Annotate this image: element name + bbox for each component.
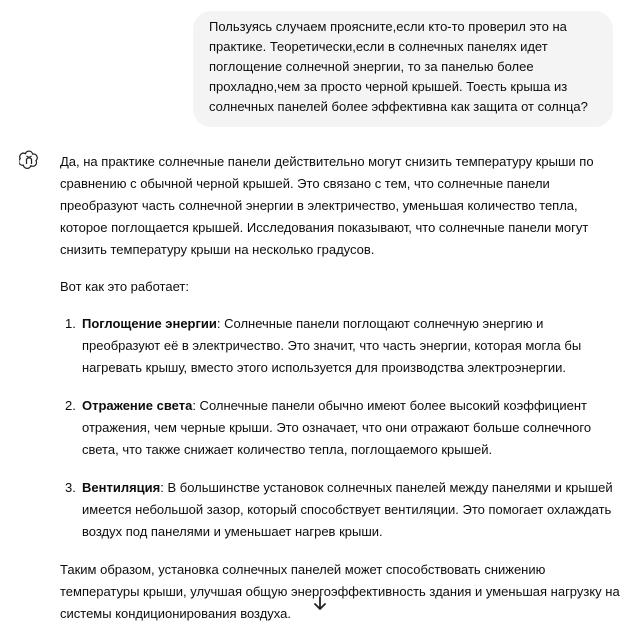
step-title: Отражение света [82,398,193,413]
step-text: : Солнечные панели поглощают солнечную энергию и преобразуют её в электричество. Это значит, что часть энергии, которая могла бы нагревать крышу, вместо этого используется для производства электроэнергии. [82,316,582,375]
step-number: 3. [65,480,76,495]
assistant-conclusion: Таким образом, установка солнечных панелей может способствовать снижению температуры крыши, улучшая общую энергоэффективность здания и уменьшая нагрузку на системы кондиционирования воздуха. [60,562,620,621]
assistant-message [60,151,620,625]
steps-list [60,313,620,543]
list-item [60,395,620,461]
scroll-to-bottom-button[interactable] [309,592,331,614]
assistant-how-it-works: Вот как это работает: [60,279,189,294]
user-message-bubble [193,11,613,127]
step-number: 1. [65,316,76,331]
step-title: Вентиляция [82,480,161,495]
step-title: Поглощение энергии [82,316,217,331]
assistant-intro: Да, на практике солнечные панели действительно могут снизить температуру крыши по сравнению с обычной черной крышей. Это связано с тем, что солнечные панели преобразуют часть солнечной энергии в электричество, уменьшая количество тепла, которое поглощается крышей. Исследования показывают, что солнечные панели могут снизить температуру крыши на несколько градусов. [60,154,594,257]
list-item [60,477,620,543]
step-text: : Солнечные панели обычно имеют более высокий коэффициент отражения, чем черные крыши. Это означает, что они отражают больше солнечного света, что также снижает количество тепла, поглощаемого крышей. [82,398,592,457]
list-item [60,313,620,379]
step-number: 2. [65,398,76,413]
step-text: : В большинстве установок солнечных панелей между панелями и крышей имеется небольшой зазор, который способствует вентиляции. Это помогает охлаждать воздух под панелями и уменьшает нагрев крыши. [82,480,613,539]
user-message-text: Пользуясь случаем проясните,если кто-то проверил это на практике. Теоретически,если в солнечных панелях идет поглощение солнечной энергии, то за панелью более прохладно,чем за просто черной крышей. Тоесть крыша из солнечных панелей более эффективна как защита от солнца? [209,19,588,114]
arrow-down-icon [313,595,327,611]
openai-logo-icon [16,146,42,172]
